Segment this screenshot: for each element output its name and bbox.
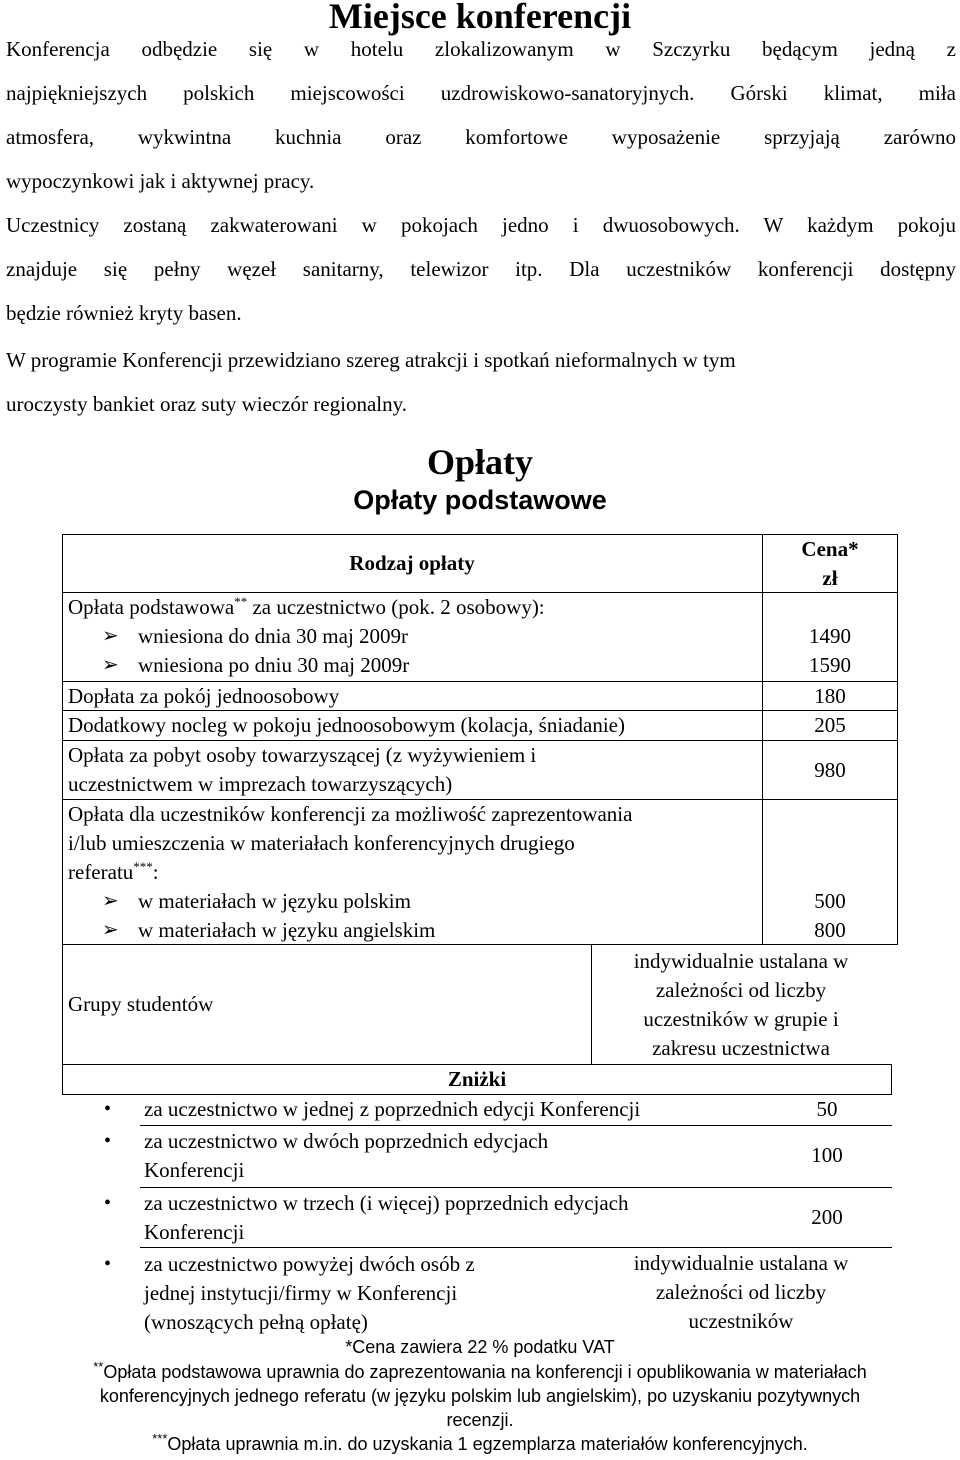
price-cell: 1590 (809, 653, 851, 677)
second-paper-fee-line: i/lub umieszczenia w materiałach konferencyjnych drugiego (68, 831, 575, 855)
accommodation-paragraph-line: będzie również kryty basen. (6, 301, 242, 325)
divider (62, 593, 63, 944)
price-cell: 980 (814, 758, 846, 782)
discount-item-line: Konferencji (144, 1158, 245, 1182)
footnote-second-paper (0, 1433, 960, 1456)
program-paragraph-line: uroczysty bankiet oraz suty wieczór regionalny. (6, 392, 407, 416)
bullet-icon: • (104, 1130, 112, 1152)
discount-item-line: jednej instytucji/firmy w Konferencji (144, 1281, 458, 1305)
column-header-type: Rodzaj opłaty (349, 551, 475, 575)
basic-fee-label: Opłata podstawowa (68, 595, 235, 619)
footnote-vat: *Cena zawiera 22 % podatku VAT (345, 1337, 615, 1357)
arrow-icon: ➢ (102, 654, 119, 676)
price-cell: 180 (814, 684, 846, 708)
single-room-fee: Dopłata za pokój jednoosobowy (68, 684, 340, 708)
discount-value-line: zależności od liczby (655, 1280, 827, 1304)
students-fee: Grupy studentów (68, 992, 214, 1016)
accommodation-paragraph-line: Uczestnicy zostaną zakwaterowani w pokojach jedno i dwuosobowych. W każdym pokoju (6, 213, 956, 237)
discount-item-line: za uczestnictwo w dwóch poprzednich edycjach (144, 1129, 549, 1153)
arrow-icon: ➢ (102, 919, 119, 941)
materials-polish: w materiałach w języku polskim (138, 889, 411, 913)
fees-heading: Opłaty (426, 442, 533, 482)
arrow-icon: ➢ (102, 890, 119, 912)
price-cell: 500 (814, 889, 846, 913)
discount-item-line: Konferencji (144, 1220, 245, 1244)
second-paper-fee-line (68, 858, 159, 887)
discount-item-line: za uczestnictwo powyżej dwóch osób z (144, 1252, 475, 1276)
column-header-price: Cena* (801, 537, 859, 561)
accommodation-paragraph-line: znajduje się pełny węzeł sanitarny, telewizor itp. Dla uczestników konferencji dostępny (6, 257, 956, 281)
bullet-icon: • (104, 1192, 112, 1214)
divider (140, 1247, 892, 1248)
companion-fee-line: uczestnictwem w imprezach towarzyszących) (68, 772, 453, 796)
divider (140, 1125, 892, 1126)
intro-paragraph-line: Konferencja odbędzie się w hotelu zlokalizowanym w Szczyrku będącym jedną z (6, 37, 956, 61)
footnote-text: recenzji. (446, 1410, 514, 1430)
footnote-marker: ** (234, 594, 248, 609)
footnote-text: Opłata podstawowa uprawnia do zaprezentowania na konferencji i opublikowania w materiałach (103, 1362, 867, 1382)
footnote-basic-fee (0, 1361, 960, 1384)
price-cell: 800 (814, 918, 846, 942)
students-price-line: uczestników w grupie i (643, 1007, 839, 1031)
bullet-icon: • (104, 1098, 112, 1120)
discount-item: za uczestnictwo w jednej z poprzednich edycji Konferencji (144, 1097, 641, 1121)
discount-value: 200 (811, 1205, 843, 1229)
discount-item-line: za uczestnictwo w trzech (i więcej) poprzednich edycjach (144, 1191, 629, 1215)
arrow-icon: ➢ (102, 625, 119, 647)
students-price-line: zależności od liczby (655, 978, 827, 1002)
footnote-marker: *** (133, 859, 153, 874)
discounts-heading: Zniżki (447, 1067, 507, 1091)
discount-value: 50 (816, 1097, 838, 1121)
footnote-marker: ** (93, 1359, 104, 1374)
bullet-icon: • (104, 1253, 112, 1275)
price-cell: 205 (814, 713, 846, 737)
discount-item-line: (wnoszących pełną opłatę) (144, 1310, 368, 1334)
discount-value-line: uczestników (688, 1309, 794, 1333)
basic-fee-after: wniesiona po dniu 30 maj 2009r (138, 653, 410, 677)
footnote-text: konferencyjnych jednego referatu (w języku polskim lub angielskim), po uzyskaniu pozytywnych (99, 1386, 861, 1406)
footnote-text: Opłata uprawnia m.in. do uzyskania 1 egzemplarza materiałów konferencyjnych. (167, 1434, 808, 1454)
page-title: Miejsce konferencji (328, 0, 632, 36)
basic-fee-suffix: za uczestnictwo (pok. 2 osobowy): (247, 595, 545, 619)
table-row (68, 593, 545, 622)
column-header-price-unit: zł (822, 566, 838, 590)
extra-night-fee: Dodatkowy nocleg w pokoju jednoosobowym (kolacja, śniadanie) (68, 713, 625, 737)
footnote-marker: *** (152, 1431, 168, 1446)
second-paper-colon: : (152, 860, 159, 884)
divider (62, 944, 898, 945)
basic-fee-before: wniesiona do dnia 30 maj 2009r (138, 624, 409, 648)
fees-subheading: Opłaty podstawowe (353, 485, 607, 515)
discount-value: 100 (811, 1143, 843, 1167)
divider (140, 1187, 892, 1188)
discount-value-line: indywidualnie ustalana w (633, 1251, 849, 1275)
second-paper-fee-line: Opłata dla uczestników konferencji za możliwość zaprezentowania (68, 802, 633, 826)
intro-paragraph-line: wypoczynkowi jak i aktywnej pracy. (6, 169, 315, 193)
students-price-line: zakresu uczestnictwa (652, 1036, 830, 1060)
price-cell: 1490 (809, 624, 851, 648)
materials-english: w materiałach w języku angielskim (138, 918, 436, 942)
companion-fee-line: Opłata za pobyt osoby towarzyszącej (z wyżywieniem i (68, 743, 537, 767)
students-price-line: indywidualnie ustalana w (633, 949, 849, 973)
intro-paragraph-line: atmosfera, wykwintna kuchnia oraz komfortowe wyposażenie sprzyjają zarówno (6, 125, 956, 149)
program-paragraph-line: W programie Konferencji przewidziano szereg atrakcji i spotkań nieformalnych w tym (6, 348, 736, 372)
second-paper-label: referatu (68, 860, 134, 884)
divider (62, 944, 63, 1064)
intro-paragraph-line: najpiękniejszych polskich miejscowości uzdrowiskowo-sanatoryjnych. Górski klimat, miła (6, 81, 956, 105)
